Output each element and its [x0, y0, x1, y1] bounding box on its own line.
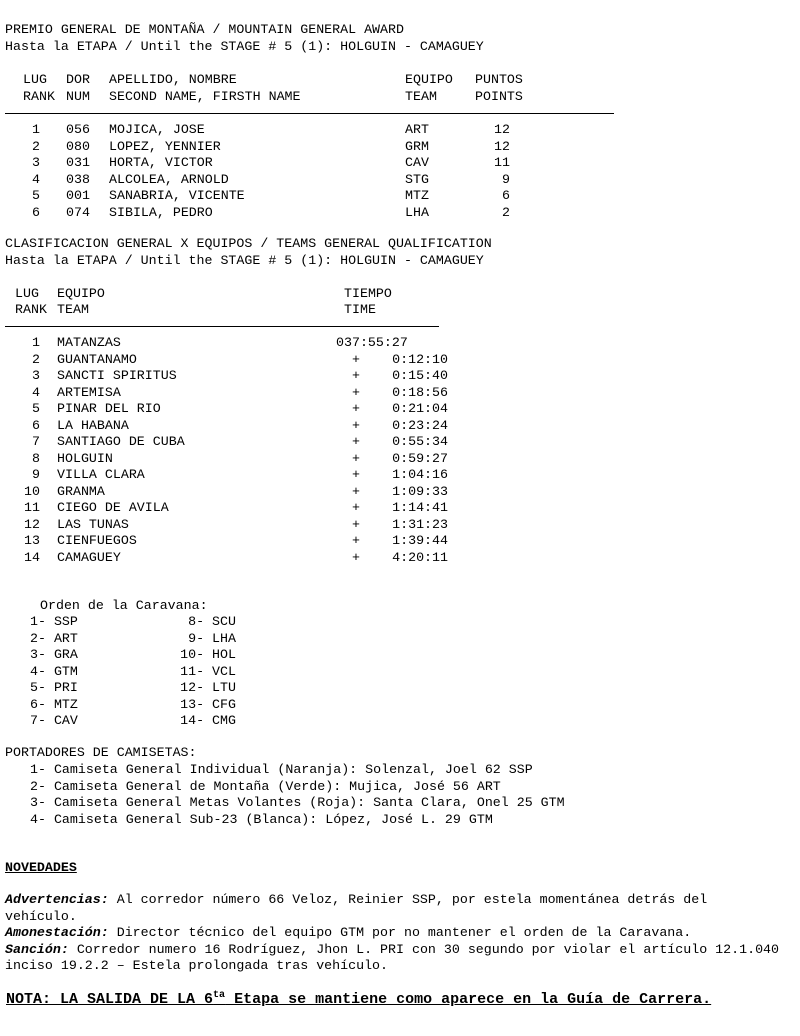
name-cell: LOPEZ, YENNIER	[109, 138, 221, 154]
header-team-en: TEAM	[57, 302, 89, 317]
note-suffix: Etapa se mantiene como aparece en la Guía de Carrera.	[225, 991, 712, 1008]
teams-stage: Hasta la ETAPA / Until the STAGE # 5 (1): HOLGUIN - CAMAGUEY	[5, 253, 484, 268]
teams-header-rule	[5, 326, 439, 327]
team-cell: GRANMA	[57, 483, 105, 499]
list-item: 11- VCL	[180, 663, 236, 679]
num-cell: 080	[66, 138, 90, 154]
header-time-es: TIEMPO	[344, 286, 392, 301]
note-superscript: ta	[213, 990, 226, 1001]
plus-cell: +	[352, 500, 360, 515]
list-item: 10- HOL	[180, 647, 236, 662]
team-cell: CIENFUEGOS	[57, 533, 137, 548]
points-cell: 12	[494, 138, 510, 154]
plus-cell: +	[352, 401, 360, 416]
team-cell: ART	[405, 122, 429, 137]
plus-cell: +	[352, 467, 360, 482]
rank-cell: 4	[32, 384, 40, 400]
num-cell: 056	[66, 122, 90, 137]
points-cell: 9	[502, 171, 510, 187]
list-item: 7- CAV	[30, 713, 78, 728]
list-item: 1- Camiseta General Individual (Naranja): Solenzal, Joel 62 SSP	[30, 762, 533, 777]
time-cell: 0:18:56	[392, 384, 448, 400]
rank-cell: 4	[32, 171, 40, 187]
time-cell: 1:39:44	[392, 533, 448, 548]
header-points-en: POINTS	[475, 89, 523, 104]
name-cell: SIBILA, PEDRO	[109, 204, 213, 220]
time-cell: 0:15:40	[392, 368, 448, 383]
rank-cell: 6	[32, 417, 40, 433]
team-cell: LA HABANA	[57, 417, 129, 433]
rank-cell: 1	[32, 122, 40, 137]
header-name-es: APELLIDO, NOMBRE	[109, 72, 237, 87]
header-team-en: TEAM	[405, 89, 437, 104]
list-item: 1- SSP	[30, 614, 78, 629]
rank-cell: 5	[32, 401, 40, 416]
header-dor: DOR	[66, 72, 90, 87]
rank-cell: 8	[32, 450, 40, 466]
header-name-en: SECOND NAME, FIRSTH NAME	[109, 89, 301, 104]
time-cell: 1:04:16	[392, 467, 448, 482]
mountain-header-rule	[5, 113, 614, 114]
name-cell: HORTA, VICTOR	[109, 155, 213, 170]
advertencias-text: Al corredor número 66 Veloz, Reinier SSP, por estela momentánea detrás del vehículo.	[5, 892, 708, 924]
header-num: NUM	[66, 89, 90, 104]
time-cell: 0:59:27	[392, 450, 448, 466]
stage-start-note	[6, 990, 711, 1008]
time-cell: 037:55:27	[336, 335, 408, 350]
amonestacion-text: Director técnico del equipo GTM por no mantener el orden de la Caravana.	[116, 925, 692, 940]
team-cell: ARTEMISA	[57, 384, 121, 400]
header-points-es: PUNTOS	[475, 72, 523, 87]
plus-cell: +	[352, 516, 360, 532]
team-cell: MTZ	[405, 188, 429, 203]
rank-cell: 6	[32, 204, 40, 220]
mountain-title: PREMIO GENERAL DE MONTAÑA / MOUNTAIN GENERAL AWARD	[5, 22, 404, 37]
time-cell: 0:23:24	[392, 417, 448, 433]
list-item: 12- LTU	[180, 680, 236, 695]
list-item: 2- Camiseta General de Montaña (Verde): Mujica, José 56 ART	[30, 778, 501, 794]
points-cell: 2	[502, 204, 510, 220]
time-cell: 0:12:10	[392, 351, 448, 367]
plus-cell: +	[352, 483, 360, 499]
team-cell: GUANTANAMO	[57, 351, 137, 367]
plus-cell: +	[352, 368, 360, 383]
amonestacion-label: Amonestación:	[5, 925, 109, 940]
list-item: 8- SCU	[188, 614, 236, 629]
rank-cell: 5	[32, 188, 40, 203]
team-cell: MATANZAS	[57, 335, 121, 350]
time-cell: 4:20:11	[392, 549, 448, 565]
teams-title: CLASIFICACION GENERAL X EQUIPOS / TEAMS GENERAL QUALIFICATION	[5, 236, 492, 251]
rank-cell: 1	[32, 335, 40, 350]
team-cell: GRM	[405, 138, 429, 154]
list-item: 13- CFG	[180, 696, 236, 712]
team-cell: CAV	[405, 155, 429, 170]
sancion-label: Sanción:	[5, 941, 69, 957]
name-cell: MOJICA, JOSE	[109, 122, 205, 137]
header-rank: RANK	[15, 302, 47, 317]
plus-cell: +	[352, 384, 360, 400]
sancion-paragraph	[5, 942, 785, 975]
rank-cell: 13	[24, 533, 40, 548]
jerseys-title: PORTADORES DE CAMISETAS:	[5, 745, 197, 760]
rank-cell: 14	[24, 549, 40, 565]
name-cell: ALCOLEA, ARNOLD	[109, 171, 229, 187]
novedades-title: NOVEDADES	[5, 860, 77, 875]
rank-cell: 3	[32, 155, 40, 170]
points-cell: 6	[502, 188, 510, 203]
rank-cell: 3	[32, 368, 40, 383]
plus-cell: +	[352, 533, 360, 548]
caravan-title: Orden de la Caravana:	[40, 598, 208, 613]
points-cell: 11	[494, 155, 510, 170]
header-team-es: EQUIPO	[405, 72, 453, 87]
team-cell: STG	[405, 171, 429, 187]
list-item: 6- MTZ	[30, 696, 78, 712]
team-cell: HOLGUIN	[57, 450, 113, 466]
rank-cell: 10	[24, 483, 40, 499]
plus-cell: +	[352, 351, 360, 367]
plus-cell: +	[352, 450, 360, 466]
plus-cell: +	[352, 434, 360, 449]
plus-cell: +	[352, 417, 360, 433]
note-prefix: NOTA: LA SALIDA DE LA 6	[6, 991, 214, 1008]
header-rank: RANK	[23, 89, 55, 104]
sancion-text: Corredor numero 16 Rodríguez, Jhon L. PRI con 30 segundo por violar el artículo 12.1.040 inciso 19.2.2 – Estela prolongada tras vehículo.	[5, 941, 780, 973]
rank-cell: 2	[32, 138, 40, 154]
header-lug: LUG	[15, 286, 39, 301]
points-cell: 12	[494, 122, 510, 137]
list-item: 4- GTM	[30, 663, 78, 679]
rank-cell: 2	[32, 351, 40, 367]
rank-cell: 12	[24, 516, 40, 532]
time-cell: 1:09:33	[392, 483, 448, 499]
team-cell: SANTIAGO DE CUBA	[57, 434, 185, 449]
header-time-en: TIME	[344, 302, 376, 317]
list-item: 14- CMG	[180, 713, 236, 728]
team-cell: VILLA CLARA	[57, 467, 145, 482]
amonestacion-paragraph	[5, 925, 785, 942]
header-lug: LUG	[23, 72, 47, 87]
rank-cell: 11	[24, 500, 40, 515]
advertencias-paragraph	[5, 892, 785, 925]
advertencias-label: Advertencias:	[5, 892, 109, 907]
list-item: 3- Camiseta General Metas Volantes (Roja): Santa Clara, Onel 25 GTM	[30, 795, 565, 810]
team-cell: PINAR DEL RIO	[57, 401, 161, 416]
team-cell: CIEGO DE AVILA	[57, 500, 169, 515]
team-cell: LHA	[405, 204, 429, 220]
team-cell: LAS TUNAS	[57, 516, 129, 532]
num-cell: 074	[66, 204, 90, 220]
num-cell: 031	[66, 155, 90, 170]
time-cell: 0:55:34	[392, 434, 448, 449]
list-item: 9- LHA	[188, 630, 236, 646]
rank-cell: 9	[32, 467, 40, 482]
name-cell: SANABRIA, VICENTE	[109, 188, 245, 203]
time-cell: 0:21:04	[392, 401, 448, 416]
num-cell: 038	[66, 171, 90, 187]
header-team-es: EQUIPO	[57, 286, 105, 301]
time-cell: 1:31:23	[392, 516, 448, 532]
team-cell: CAMAGUEY	[57, 549, 121, 565]
list-item: 4- Camiseta General Sub-23 (Blanca): López, José L. 29 GTM	[30, 811, 493, 827]
rank-cell: 7	[32, 434, 40, 449]
team-cell: SANCTI SPIRITUS	[57, 368, 177, 383]
list-item: 2- ART	[30, 630, 78, 646]
list-item: 3- GRA	[30, 647, 78, 662]
num-cell: 001	[66, 188, 90, 203]
list-item: 5- PRI	[30, 680, 78, 695]
mountain-stage: Hasta la ETAPA / Until the STAGE # 5 (1): HOLGUIN - CAMAGUEY	[5, 39, 484, 54]
time-cell: 1:14:41	[392, 500, 448, 515]
plus-cell: +	[352, 549, 360, 565]
